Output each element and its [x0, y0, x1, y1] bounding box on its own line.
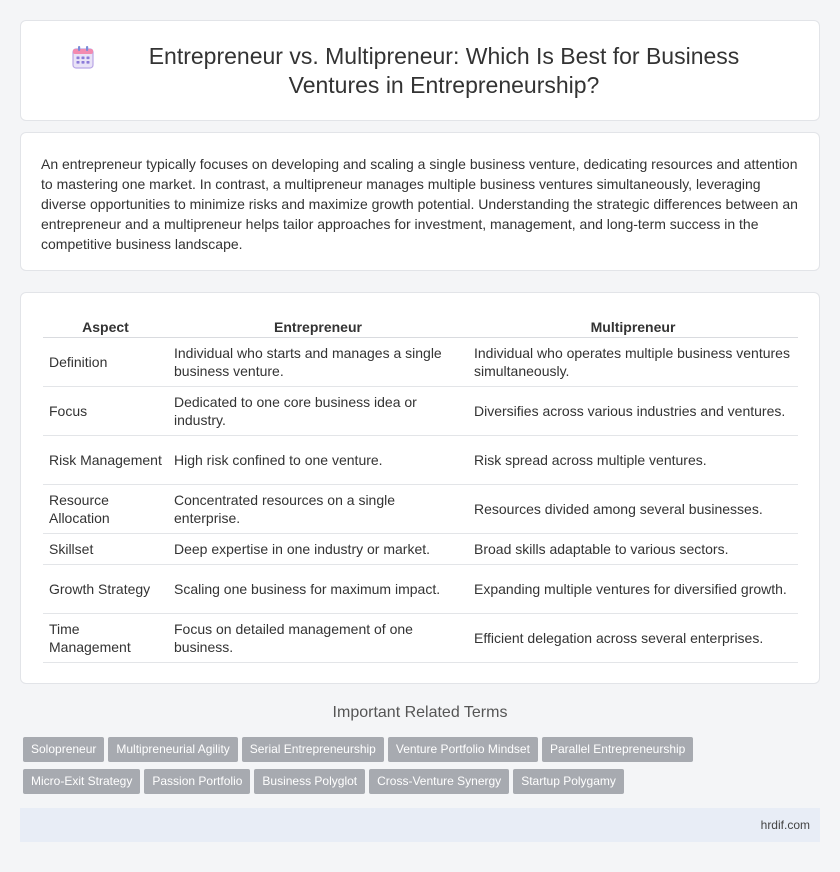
aspect-cell: Definition — [43, 338, 168, 387]
aspect-cell: Focus — [43, 387, 168, 436]
related-term-tag[interactable]: Business Polyglot — [254, 769, 365, 794]
related-term-tag[interactable]: Micro-Exit Strategy — [23, 769, 140, 794]
related-terms-heading: Important Related Terms — [332, 704, 508, 721]
header-entrepreneur: Entrepreneur — [168, 315, 468, 338]
related-term-tag[interactable]: Cross-Venture Synergy — [369, 769, 509, 794]
entrepreneur-cell: Individual who starts and manages a single business venture. — [168, 338, 468, 387]
table-row — [43, 534, 798, 565]
related-term-tag[interactable]: Venture Portfolio Mindset — [388, 737, 538, 762]
related-term-tag[interactable]: Passion Portfolio — [144, 769, 250, 794]
related-terms-list — [23, 737, 823, 801]
footer-site[interactable]: hrdif.com — [760, 818, 810, 832]
multipreneur-cell: Resources divided among several businesses. — [468, 485, 798, 534]
related-term-tag[interactable]: Multipreneurial Agility — [108, 737, 237, 762]
aspect-cell: Time Management — [43, 614, 168, 663]
title-card — [20, 20, 820, 121]
multipreneur-cell: Diversifies across various industries and ventures. — [468, 387, 798, 436]
entrepreneur-cell: Focus on detailed management of one business. — [168, 614, 468, 663]
aspect-cell: Growth Strategy — [43, 565, 168, 614]
title-wrap — [70, 42, 770, 100]
page-title: Entrepreneur vs. Multipreneur: Which Is Best for Business Ventures in Entrepreneurship? — [148, 42, 740, 98]
comparison-card — [20, 292, 820, 684]
table-row — [43, 338, 798, 387]
entrepreneur-cell: Deep expertise in one industry or market. — [168, 534, 468, 565]
related-term-tag[interactable]: Serial Entrepreneurship — [242, 737, 384, 762]
intro-card — [20, 132, 820, 271]
entrepreneur-cell: Scaling one business for maximum impact. — [168, 565, 468, 614]
table-row — [43, 436, 798, 485]
table-row — [43, 565, 798, 614]
aspect-cell: Resource Allocation — [43, 485, 168, 534]
table-row — [43, 387, 798, 436]
header-multipreneur: Multipreneur — [468, 315, 798, 338]
related-term-tag[interactable]: Startup Polygamy — [513, 769, 624, 794]
multipreneur-cell: Broad skills adaptable to various sectors. — [468, 534, 798, 565]
header-aspect: Aspect — [43, 315, 168, 338]
aspect-cell: Skillset — [43, 534, 168, 565]
multipreneur-cell: Individual who operates multiple business ventures simultaneously. — [468, 338, 798, 387]
entrepreneur-cell: Dedicated to one core business idea or industry. — [168, 387, 468, 436]
calendar-icon — [70, 44, 96, 70]
related-term-tag[interactable]: Solopreneur — [23, 737, 104, 762]
related-term-tag[interactable]: Parallel Entrepreneurship — [542, 737, 693, 762]
multipreneur-cell: Risk spread across multiple ventures. — [468, 436, 798, 485]
multipreneur-cell: Expanding multiple ventures for diversified growth. — [468, 565, 798, 614]
comparison-table — [43, 315, 798, 663]
aspect-cell: Risk Management — [43, 436, 168, 485]
multipreneur-cell: Efficient delegation across several enterprises. — [468, 614, 798, 663]
table-header-row — [43, 315, 798, 338]
table-row — [43, 485, 798, 534]
entrepreneur-cell: Concentrated resources on a single enterprise. — [168, 485, 468, 534]
intro-paragraph: An entrepreneur typically focuses on developing and scaling a single business venture, dedicating resources and attention to mastering one market. In contrast, a multipreneur manages multiple business ventures simultaneously, leveraging diverse opportunities to minimize risks and maximize growth potential. Understanding the strategic differences between an entrepreneur and a multipreneur helps tailor approaches for investment, management, and long-term success in the competitive business landscape. — [41, 156, 798, 252]
footer — [20, 808, 820, 842]
table-row — [43, 614, 798, 663]
entrepreneur-cell: High risk confined to one venture. — [168, 436, 468, 485]
